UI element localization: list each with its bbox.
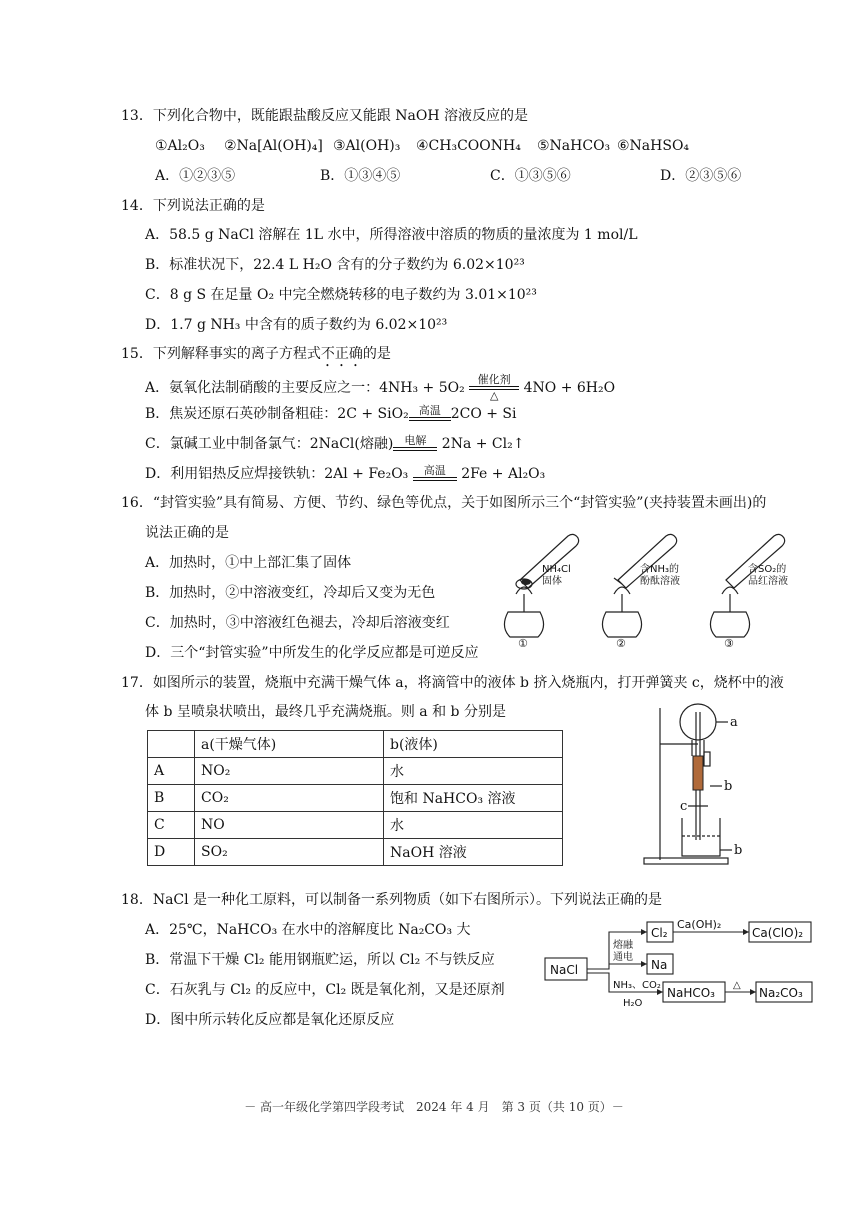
q16-stem-1: 16．“封管实验”具有简易、方便、节约、绿色等优点，关于如图所示三个“封管实验”(夹持装置未画出)的 — [121, 495, 767, 511]
table-cell: NO₂ — [195, 758, 384, 785]
table-cell: CO₂ — [195, 785, 384, 812]
q15-a-pre: A．氨氧化法制硝酸的主要反应之一：4NH₃ + 5O₂ — [145, 380, 465, 396]
q15-option-a — [145, 374, 615, 402]
fig18-cond-nh3-co2: NH₃、CO₂ — [613, 980, 661, 991]
q13-option-c: C．①③⑤⑥ — [490, 168, 571, 184]
fig18-cond-h2o: H₂O — [623, 998, 643, 1009]
fig17-label-b1: b — [724, 779, 733, 794]
page-footer: － 高一年级化学第四学段考试 2024 年 4 月 第 3 页（共 10 页）－ — [244, 1100, 624, 1114]
fig16-num-2: ② — [616, 637, 626, 647]
q15-option-c — [145, 434, 524, 454]
q15-d-top: 高温 — [423, 464, 446, 477]
q15-b-pre: B．焦炭还原石英砂制备粗硅：2C + SiO₂ — [145, 406, 409, 422]
fig16-label-3a: 含SO₂的 — [748, 564, 787, 575]
q14-stem: 14．下列说法正确的是 — [121, 198, 265, 214]
nacl-flow-diagram — [543, 918, 818, 1010]
fig17-label-c: c — [680, 799, 688, 814]
fig16-num-3: ③ — [724, 637, 734, 647]
q15-c-top: 电解 — [404, 434, 427, 447]
fig18-cl2: Cl₂ — [651, 926, 668, 940]
fig16-label-1a: NH₄Cl — [542, 564, 571, 575]
q14-option-b: B．标准状况下，22.4 L H₂O 含有的分子数约为 6.02×10²³ — [145, 257, 525, 273]
q13-option-b: B．①③④⑤ — [320, 168, 401, 184]
q13-item-1: ①Al₂O₃ — [155, 138, 205, 154]
fig18-caclo2: Ca(ClO)₂ — [752, 926, 804, 940]
q18-option-d: D．图中所示转化反应都是氧化还原反应 — [145, 1012, 395, 1028]
q15-b-condition — [409, 405, 451, 421]
q15-c-condition — [393, 435, 437, 451]
q16-option-c: C．加热时，③中溶液红色褪去，冷却后溶液变红 — [145, 615, 450, 631]
q15-d-condition — [413, 465, 457, 481]
q15-stem-post: 的是 — [362, 346, 391, 362]
q18-option-b: B．常温下干燥 Cl₂ 能用钢瓶贮运，所以 Cl₂ 不与铁反应 — [145, 952, 495, 968]
q13-item-6: ⑥NaHSO₄ — [617, 138, 690, 154]
q15-a-top: 催化剂 — [477, 373, 511, 386]
table-header-cell: a(干燥气体) — [195, 731, 384, 758]
table-cell: 水 — [384, 812, 563, 839]
q15-b-post: 2CO + Si — [450, 406, 517, 422]
q15-stem-emphasis: 不正确 — [320, 346, 363, 362]
table-row — [148, 758, 563, 785]
q15-stem-pre: 15．下列解释事实的离子方程式 — [121, 346, 321, 362]
table-cell: NO — [195, 812, 384, 839]
q18-option-a: A．25℃，NaHCO₃ 在水中的溶解度比 Na₂CO₃ 大 — [145, 922, 471, 938]
table-row — [148, 812, 563, 839]
fig18-cond-melt: 熔融 — [613, 940, 633, 951]
fig18-na: Na — [651, 958, 668, 972]
table-row — [148, 839, 563, 866]
q13-item-4: ④CH₃COONH₄ — [416, 138, 521, 154]
table-cell: NaOH 溶液 — [384, 839, 563, 866]
q17-stem-1: 17．如图所示的装置，烧瓶中充满干燥气体 a，将滴管中的液体 b 挤入烧瓶内，打开弹簧夹 c，烧杯中的液 — [121, 675, 784, 691]
fountain-apparatus-figure — [640, 700, 750, 870]
fig18-na2co3: Na₂CO₃ — [759, 986, 803, 1000]
q16-option-a: A．加热时，①中上部汇集了固体 — [145, 555, 352, 571]
table-header-cell: b(液体) — [384, 731, 563, 758]
fig18-nahco3: NaHCO₃ — [667, 986, 715, 1000]
fig16-label-2a: 含NH₃的 — [640, 564, 680, 575]
q14-option-d: D．1.7 g NH₃ 中含有的质子数约为 6.02×10²³ — [145, 317, 448, 333]
q16-option-d: D．三个“封管实验”中所发生的化学反应都是可逆反应 — [145, 645, 479, 661]
q15-c-post: 2Na + Cl₂↑ — [441, 436, 525, 452]
table-header-row — [148, 731, 563, 758]
q14-option-c: C．8 g S 在足量 O₂ 中完全燃烧转移的电子数约为 3.01×10²³ — [145, 287, 537, 303]
q18-stem: 18．NaCl 是一种化工原料，可以制备一系列物质（如下右图所示）。下列说法正确的是 — [121, 892, 663, 908]
q15-c-pre: C．氯碱工业中制备氯气：2NaCl(熔融) — [145, 436, 394, 452]
fig18-delta: △ — [733, 980, 741, 991]
q15-option-b — [145, 404, 517, 424]
fig16-label-1b: 固体 — [542, 576, 562, 587]
q15-d-pre: D．利用铝热反应焊接铁轨：2Al + Fe₂O₃ — [145, 466, 409, 482]
q14-option-a: A．58.5 g NaCl 溶解在 1L 水中，所得溶液中溶质的物质的量浓度为 1 mol/L — [145, 227, 638, 243]
table-cell: A — [148, 758, 195, 785]
q13-stem: 13．下列化合物中，既能跟盐酸反应又能跟 NaOH 溶液反应的是 — [121, 108, 528, 124]
table-cell: SO₂ — [195, 839, 384, 866]
q15-b-top: 高温 — [418, 404, 441, 417]
fig18-nacl: NaCl — [550, 963, 579, 977]
table-cell: 水 — [384, 758, 563, 785]
q15-a-bot: △ — [489, 389, 499, 402]
table-cell: B — [148, 785, 195, 812]
table-header-cell — [148, 731, 195, 758]
table-cell: 饱和 NaHCO₃ 溶液 — [384, 785, 563, 812]
q15-d-post: 2Fe + Al₂O₃ — [461, 466, 546, 482]
fig18-cond-electrolysis: 通电 — [613, 952, 633, 963]
q13-option-a: A．①②③⑤ — [155, 168, 236, 184]
q18-option-c: C．石灰乳与 Cl₂ 的反应中，Cl₂ 既是氧化剂，又是还原剂 — [145, 982, 505, 998]
fig16-num-1: ① — [518, 637, 528, 647]
q15-stem — [121, 344, 391, 370]
fig18-caoh2: Ca(OH)₂ — [677, 918, 722, 931]
q17-table — [147, 730, 563, 866]
q17-stem-2: 体 b 呈喷泉状喷出，最终几乎充满烧瓶。则 a 和 b 分别是 — [145, 704, 506, 720]
table-cell: C — [148, 812, 195, 839]
q13-item-2: ②Na[Al(OH)₄] — [224, 138, 323, 154]
fig17-label-a: a — [730, 715, 738, 730]
fig16-label-2b: 酚酞溶液 — [640, 576, 680, 587]
q15-option-d — [145, 464, 545, 484]
fig16-label-3b: 品红溶液 — [748, 576, 788, 587]
q16-option-b: B．加热时，②中溶液变红，冷却后又变为无色 — [145, 585, 436, 601]
q13-option-d: D．②③⑤⑥ — [660, 168, 742, 184]
q16-stem-2: 说法正确的是 — [145, 525, 229, 541]
q15-a-post: 4NO + 6H₂O — [523, 380, 616, 396]
q13-item-3: ③Al(OH)₃ — [333, 138, 401, 154]
q13-item-5: ⑤NaHCO₃ — [537, 138, 611, 154]
fig17-label-b2: b — [734, 843, 743, 858]
table-cell: D — [148, 839, 195, 866]
q15-a-condition — [469, 374, 519, 402]
sealed-tube-figure — [490, 532, 820, 647]
table-row — [148, 785, 563, 812]
